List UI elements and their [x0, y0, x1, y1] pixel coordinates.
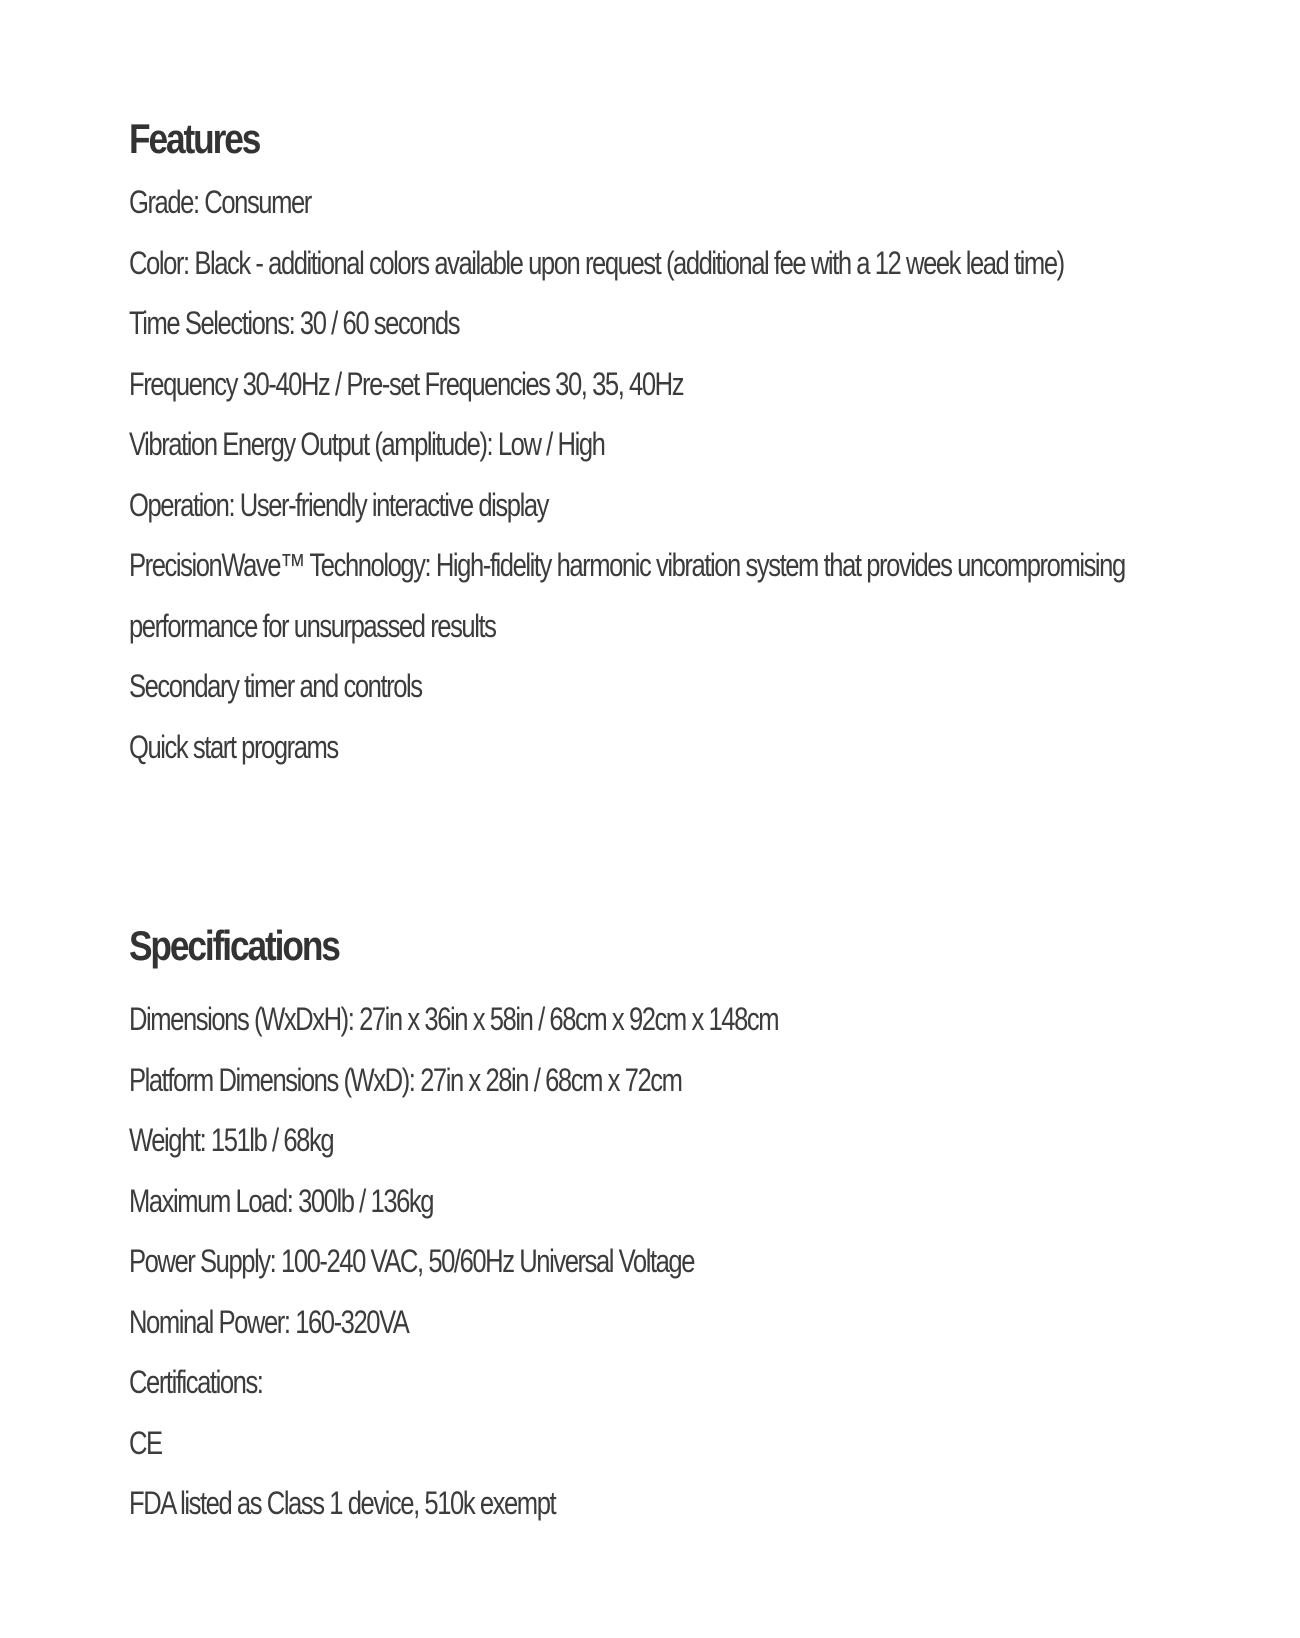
spec-item: Platform Dimensions (WxD): 27in x 28in / 68cm x 72cm	[129, 1061, 682, 1098]
feature-item: Vibration Energy Output (amplitude): Low / High	[129, 426, 605, 462]
feature-item: performance for unsurpassed results	[129, 607, 496, 644]
spec-item: Weight: 151lb / 68kg	[129, 1122, 334, 1158]
feature-item: PrecisionWave™ Technology: High-fidelity harmonic vibration system that provides uncompromising	[129, 547, 1125, 583]
spec-item: Power Supply: 100-240 VAC, 50/60Hz Universal Voltage	[129, 1243, 695, 1279]
feature-item: Grade: Consumer	[129, 184, 311, 220]
specifications-list	[129, 989, 1260, 1534]
spec-item: Maximum Load: 300lb / 136kg	[129, 1182, 434, 1219]
feature-item: Operation: User-friendly interactive display	[129, 486, 548, 523]
features-section	[129, 110, 1260, 777]
feature-item: Color: Black - additional colors available upon request (additional fee with a 12 week lead time)	[129, 244, 1064, 281]
spec-item: CE	[129, 1424, 162, 1461]
specifications-section	[129, 917, 1260, 1534]
feature-item: Quick start programs	[129, 728, 338, 765]
spec-item: FDA listed as Class 1 device, 510k exempt	[129, 1485, 556, 1521]
spec-item: Nominal Power: 160-320VA	[129, 1303, 409, 1340]
spec-item: Certifications:	[129, 1364, 263, 1400]
spec-item: Dimensions (WxDxH): 27in x 36in x 58in / 68cm x 92cm x 148cm	[129, 1001, 779, 1037]
specifications-heading: Specifications	[129, 922, 339, 969]
feature-item: Secondary timer and controls	[129, 668, 422, 704]
feature-item: Frequency 30-40Hz / Pre-set Frequencies 30, 35, 40Hz	[129, 365, 684, 402]
features-list	[129, 172, 1260, 777]
feature-item: Time Selections: 30 / 60 seconds	[129, 305, 460, 341]
features-heading: Features	[129, 115, 260, 162]
